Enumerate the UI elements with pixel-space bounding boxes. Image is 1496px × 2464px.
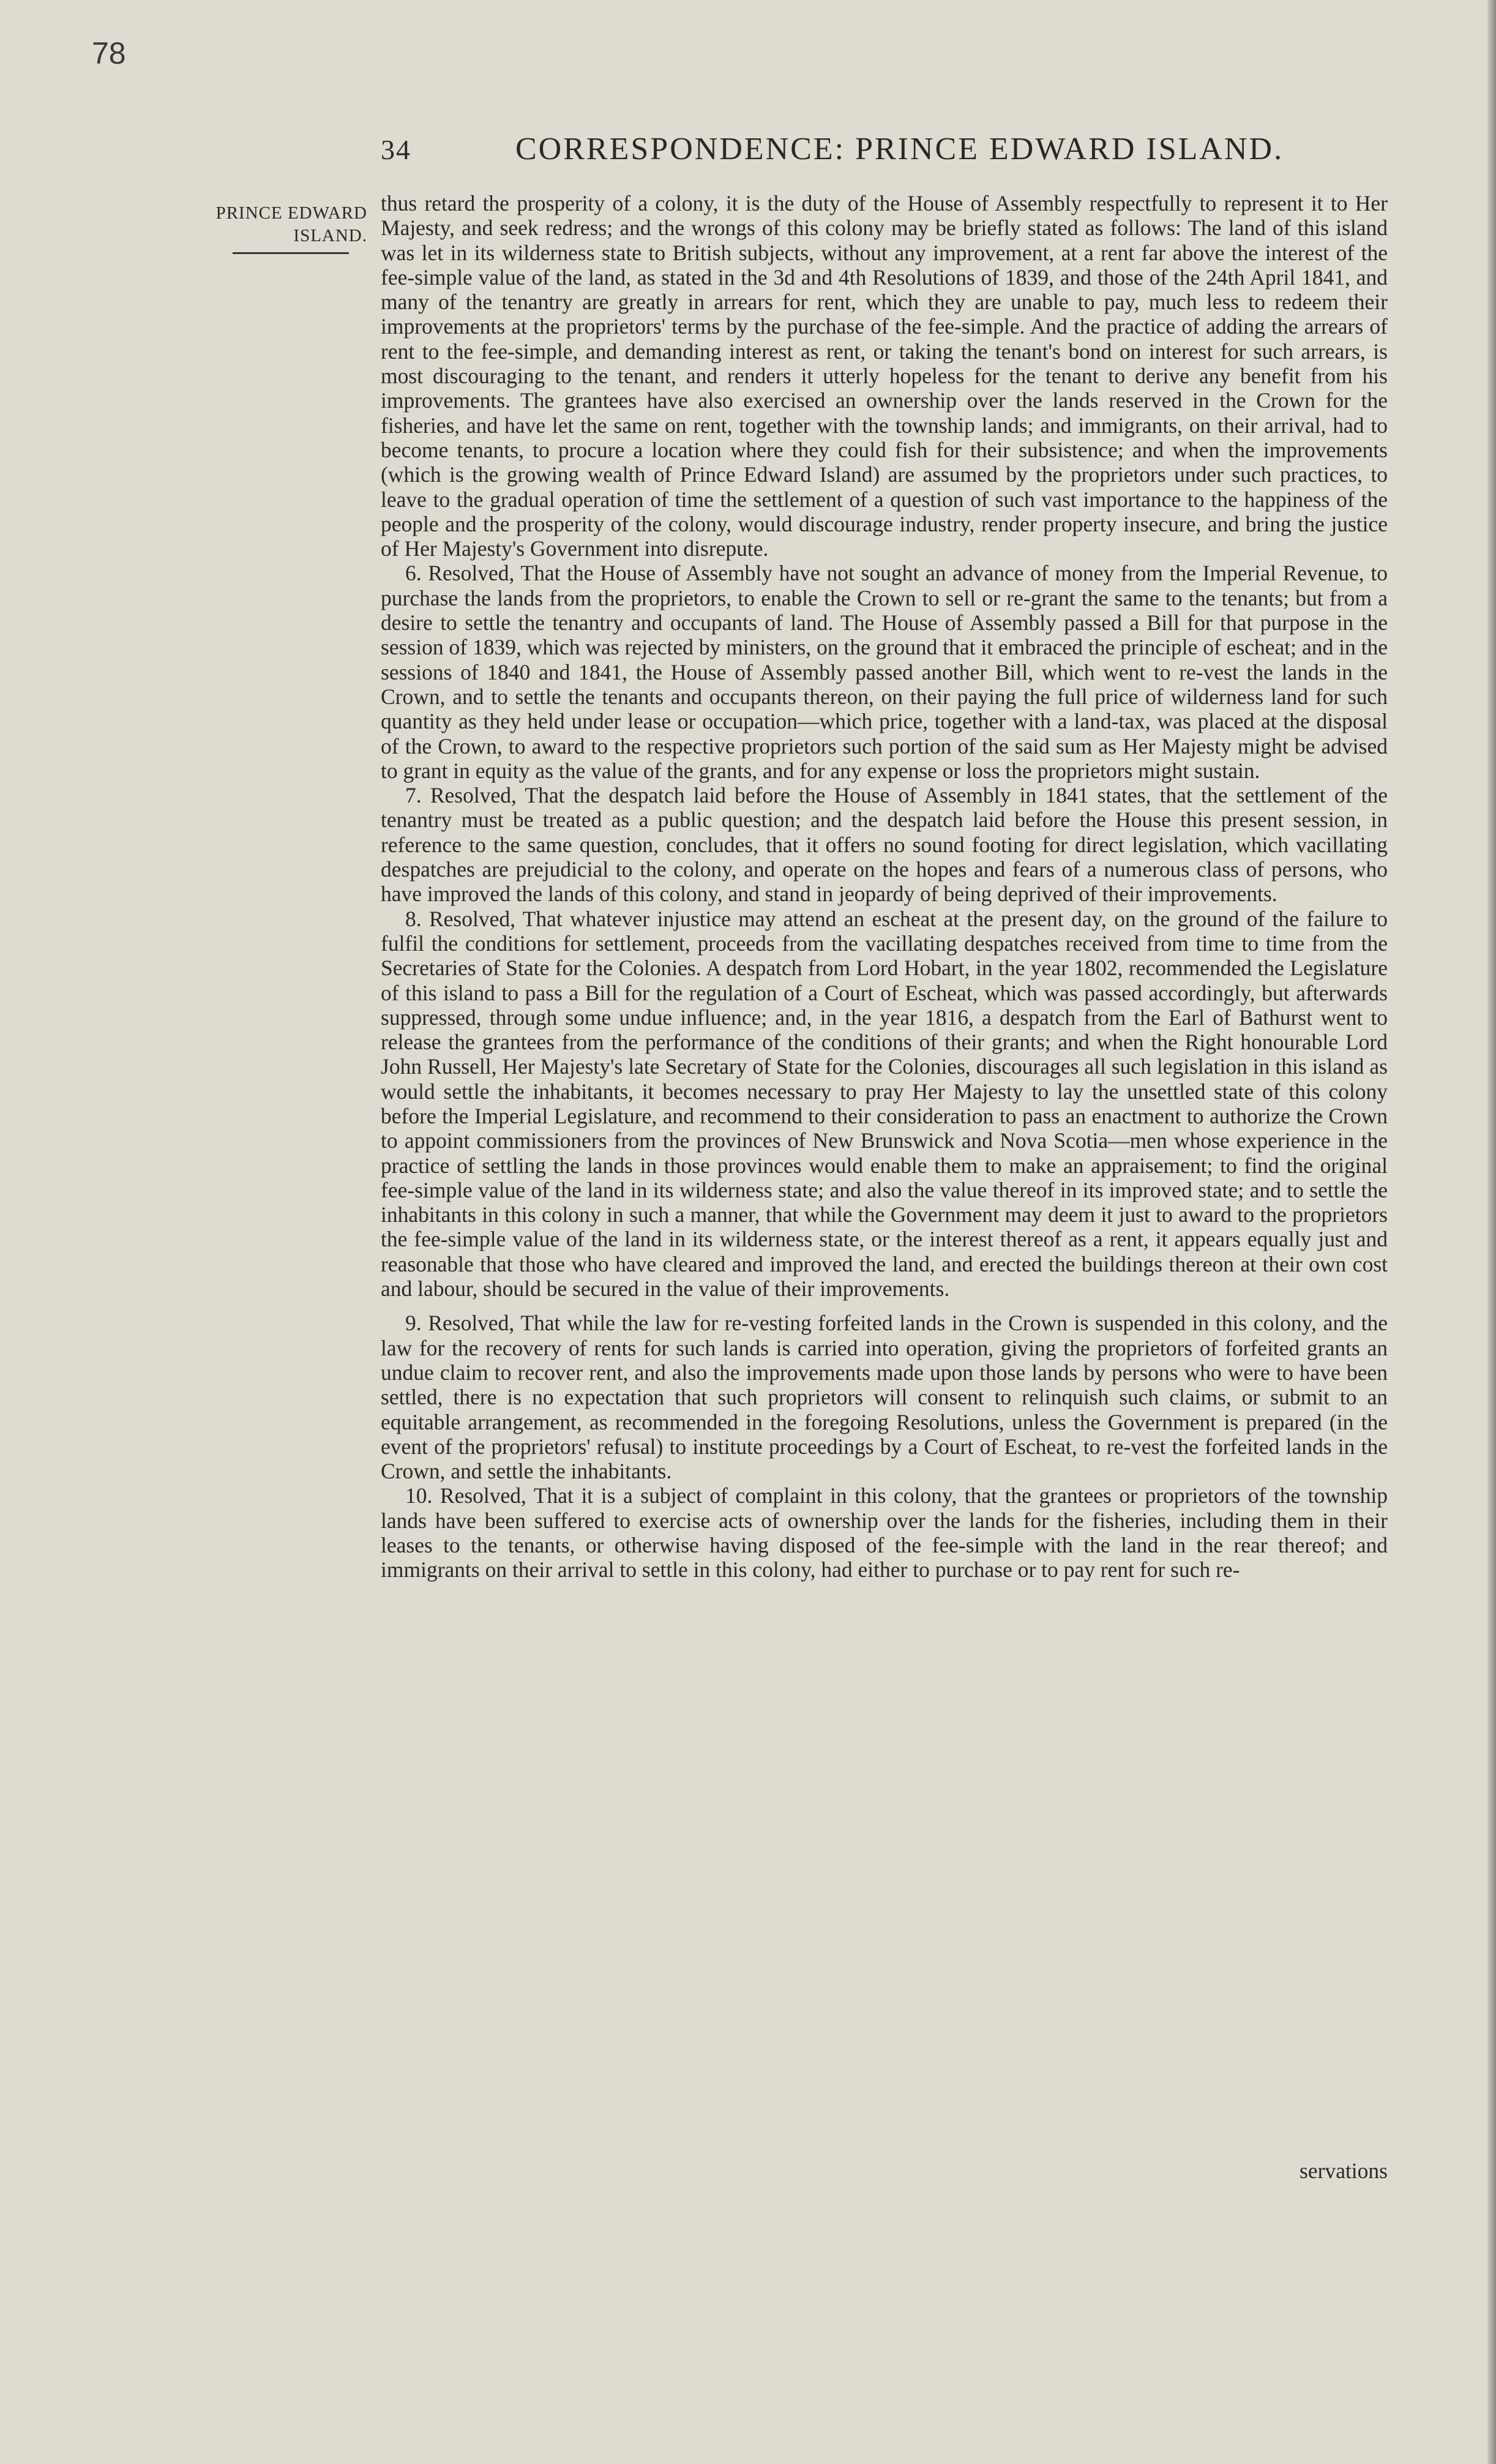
margin-note-line-2: ISLAND. — [293, 226, 367, 245]
resolution-8: 8. Resolved, That whatever injustice may attend an escheat at the present day, on the ground of the failure to fulfil the conditions for settlement, proceeds from the vacillating despatches received from time to time from the Secretaries of State for the Colonies. A despatch from Lord Hobart, in the year 1802, recommended the Legislature of this island to pass a Bill for the regulation of a Court of Escheat, which was passed accordingly, but afterwards suppressed, through some undue influence; and, in the year 1816, a despatch from the Earl of Bathurst went to release the grantees from the performance of the conditions of their grants; and when the Right honourable Lord John Russell, Her Majesty's late Secretary of State for the Colonies, discourages all such legislation in this island as would settle the inhabitants, it becomes necessary to pray Her Majesty to lay the unsettled state of this colony before the Imperial Legislature, and recommend to their consideration to pass an enactment to authorize the Crown to appoint commissioners from the provinces of New Brunswick and Nova Scotia—men whose experience in the practice of settling the lands in those provinces would enable them to make an appraisement; to find the original fee-simple value of the land in its wilderness state; and also the value thereof in its improved state; and to settle the inhabitants in this colony in such a manner, that while the Government may deem it just to award to the proprietors the fee-simple value of the land in its wilderness state, or the interest thereof as a rent, it appears equally just and reasonable that those who have cleared and improved the land, and erected the buildings thereon at their own cost and labour, should be secured in the value of their improvements. — [381, 906, 1388, 1301]
inner-page-number: 34 — [381, 134, 411, 165]
page-number: 78 — [92, 36, 126, 70]
resolution-9: 9. Resolved, That while the law for re-vesting forfeited lands in the Crown is suspended in this colony, and the law for the recovery of rents for such lands is carried into operation, giving the proprietors of forfeited grants an undue claim to recover rent, and also the improvements made upon those lands by persons who were to have been settled, there is no expectation that such proprietors will consent to relinquish such claims, or submit to an equitable arrangement, as recommended in the foregoing Resolutions, unless the Government is prepared (in the event of the proprietors' refusal) to institute proceedings by a Court of Escheat, to re-vest the forfeited lands in the Crown, and settle the inhabitants. — [381, 1311, 1388, 1484]
running-header — [381, 131, 1397, 167]
running-title: CORRESPONDENCE: PRINCE EDWARD ISLAND. — [515, 132, 1284, 167]
paragraph-continuation: thus retard the prosperity of a colony, it is the duty of the House of Assembly respectfully to represent it to Her Majesty, and seek redress; and the wrongs of this colony may be briefly stated as follows: The land of this island was let in its wilderness state to British subjects, without any improvement, at a rent far above the interest of the fee-simple value of the land, as stated in the 3d and 4th Resolutions of 1839, and those of the 24th April 1841, and many of the tenantry are greatly in arrears for rent, which they are unable to pay, much less to redeem their improvements at the proprietors' terms by the purchase of the fee-simple. And the practice of adding the arrears of rent to the fee-simple, and demanding interest as rent, or taking the tenant's bond on interest for such arrears, is most discouraging to the tenant, and renders it utterly hopeless for the tenant to derive any benefit from his improvements. The grantees have also exercised an ownership over the lands reserved in the Crown for the fisheries, and have let the same on rent, together with the township lands; and immigrants, on their arrival, had to become tenants, to procure a location where they could fish for their subsistence; and when the improvements (which is the growing wealth of Prince Edward Island) are assumed by the proprietors under such practices, to leave to the gradual operation of time the settlement of a question of such vast importance to the happiness of the people and the prosperity of the colony, would discourage industry, render property insecure, and bring the justice of Her Majesty's Government into disrepute. — [381, 191, 1388, 561]
resolution-6: 6. Resolved, That the House of Assembly have not sought an advance of money from the Imperial Revenue, to purchase the lands from the proprietors, to enable the Crown to sell or re-grant the same to the tenants; but from a desire to settle the tenantry and occupants of land. The House of Assembly passed a Bill for that purpose in the session of 1839, which was rejected by ministers, on the ground that it embraced the principle of escheat; and in the sessions of 1840 and 1841, the House of Assembly passed another Bill, which went to re-vest the lands in the Crown, and to settle the tenants and occupants thereon, on their paying the full price of wilderness land for such quantity as they held under lease or occupation—which price, together with a land-tax, was placed at the disposal of the Crown, to award to the respective proprietors such portion of the said sum as Her Majesty might be advised to grant in equity as the value of the grants, and for any expense or loss the proprietors might sustain. — [381, 561, 1388, 783]
margin-note-rule — [233, 252, 349, 254]
resolution-7: 7. Resolved, That the despatch laid before the House of Assembly in 1841 states, that the settlement of the tenantry must be treated as a public question; and the despatch laid before the House this present session, in reference to the same question, concludes, that it offers no sound footing for direct legislation, which vacillating despatches are prejudicial to the colony, and operate on the hopes and fears of a numerous class of persons, who have improved the lands of this colony, and stand in jeopardy of being deprived of their improvements. — [381, 783, 1388, 907]
resolution-10: 10. Resolved, That it is a subject of complaint in this colony, that the grantees or proprietors of the township lands have been suffered to exercise acts of ownership over the lands for the fisheries, including them in their leases to the tenants, or otherwise having disposed of the fee-simple with the land in the rear thereof; and immigrants on their arrival to settle in this colony, had either to purchase or to pay rent for such re- — [381, 1483, 1388, 1582]
body-text — [381, 191, 1388, 1582]
page-edge-shadow — [1487, 0, 1496, 2464]
margin-note — [184, 202, 367, 254]
catchword: servations — [1300, 2159, 1388, 2183]
margin-note-line-1: PRINCE EDWARD — [215, 203, 367, 223]
